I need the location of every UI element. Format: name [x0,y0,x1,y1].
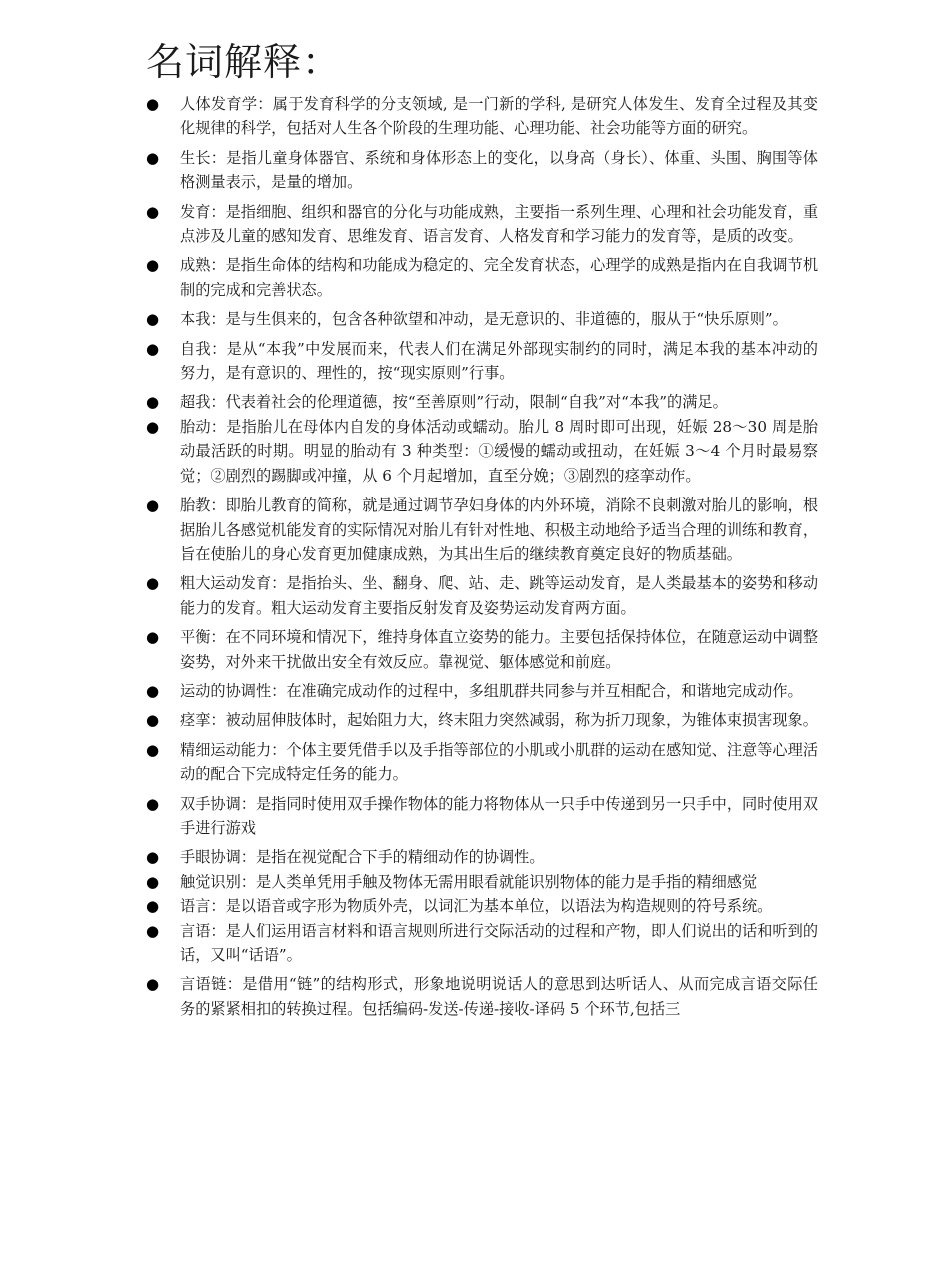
bullet-icon: ● [146,148,160,167]
bullet-icon: ● [146,975,160,994]
bullet-icon: ● [146,202,160,221]
definition-text: 言语链：是借用“链”的结构形式，形象地说明说话人的意思到达听话人、从而完成言语交际任务的紧紧相扣的转换过程。包括编码-发送-传递-接收-译码 5 个环节,包括三 [180,975,818,1018]
bullet-icon: ● [146,872,160,891]
definition-text: 痉挛：被动屈伸肢体时，起始阻力大，终末阻力突然减弱，称为折刀现象，为锥体束损害现象。 [180,711,818,730]
definition-item [146,708,818,732]
definition-text: 运动的协调性：在准确完成动作的过程中，多组肌群共同参与并互相配合，和谐地完成动作。 [180,681,803,700]
definition-text: 自我：是从“本我”中发展而来，代表人们在满足外部现实制约的同时，满足本我的基本冲动的努力，是有意识的、理性的，按“现实原则”行事。 [180,339,818,383]
definition-item [146,845,818,869]
definition-item [146,390,818,414]
bullet-icon: ● [146,310,160,329]
bullet-icon: ● [146,740,160,759]
definition-item [146,92,818,141]
definition-item [146,493,818,566]
definition-item [146,972,818,1021]
definition-text: 语言：是以语音或字形为物质外壳，以词汇为基本单位，以语法为构造规则的符号系统。 [180,897,773,916]
definition-text: 本我：是与生俱来的，包含各种欲望和冲动，是无意识的、非道德的，服从于“快乐原则”。 [180,310,788,329]
definition-text: 双手协调：是指同时使用双手操作物体的能力将物体从一只手中传递到另一只手中，同时使用双手进行游戏 [180,794,818,837]
bullet-icon: ● [146,794,160,813]
definition-item [146,415,818,488]
definition-text: 胎动：是指胎儿在母体内自发的身体活动或蠕动。胎儿 8 周时即可出现，妊娠 28～30 周是胎动最活跃的时期。明显的胎动有 3 种类型：①缓慢的蠕动或扭动，在妊娠 3～4 个月时最易察觉；②剧烈的踢脚或冲撞，从 6 个月起增加，直至分娩；③剧烈的痉挛动作。 [180,417,818,485]
bullet-icon: ● [146,574,160,593]
definition-item [146,253,818,302]
definition-item [146,738,818,787]
bullet-icon: ● [146,496,160,515]
bullet-icon: ● [146,848,160,867]
page-title: 名词解释： [146,40,342,84]
definition-text: 言语：是人们运用语言材料和语言规则所进行交际活动的过程和产物，即人们说出的话和听到的话，又叫“话语”。 [180,921,818,964]
definition-text: 胎教：即胎儿教育的简称，就是通过调节孕妇身体的内外环境，消除不良刺激对胎儿的影响，根据胎儿各感觉机能发育的实际情况对胎儿有针对性地、积极主动地给予适当合理的训练和教育，旨在使胎儿的身心发育更加健康成熟，为其出生后的继续教育奠定良好的物质基础。 [180,496,818,563]
definition-list [146,92,818,1026]
definition-item [146,625,818,674]
definition-item [146,146,818,195]
bullet-icon: ● [146,897,160,916]
bullet-icon: ● [146,95,160,113]
definition-text: 粗大运动发育：是指抬头、坐、翻身、爬、站、走、跳等运动发育，是人类最基本的姿势和移动能力的发育。粗大运动发育主要指反射发育及姿势运动发育两方面。 [180,574,818,617]
definition-text: 手眼协调：是指在视觉配合下手的精细动作的协调性。 [180,848,545,867]
definition-text: 触觉识别：是人类单凭用手触及物体无需用眼看就能识别物体的能力是手指的精细感觉 [180,872,758,891]
definition-item [146,679,818,703]
definition-text: 平衡：在不同环境和情况下，维持身体直立姿势的能力。主要包括保持体位，在随意运动中调整姿势，对外来干扰做出安全有效反应。靠视觉、躯体感觉和前庭。 [180,628,818,671]
bullet-icon: ● [146,417,160,436]
bullet-icon: ● [146,921,160,940]
definition-text: 发育：是指细胞、组织和器官的分化与功能成熟，主要指一系列生理、心理和社会功能发育，重点涉及儿童的感知发育、思维发育、语言发育、人格发育和学习能力的发育等，是质的改变。 [180,202,818,246]
bullet-icon: ● [146,681,160,700]
bullet-icon: ● [146,628,160,647]
definition-text: 人体发育学：属于发育科学的分支领域, 是一门新的学科, 是研究人体发生、发育全过程及其变化规律的科学，包括对人生各个阶段的生理功能、心理功能、社会功能等方面的研究。 [180,95,818,138]
definition-item [146,894,818,918]
bullet-icon: ● [146,339,160,358]
bullet-icon: ● [146,256,160,275]
definition-item [146,307,818,331]
bullet-icon: ● [146,711,160,730]
definition-item [146,337,818,386]
definition-item [146,792,818,841]
definition-item [146,200,818,249]
bullet-icon: ● [146,393,160,412]
definition-item [146,870,818,894]
definition-text: 精细运动能力：个体主要凭借手以及手指等部位的小肌或小肌群的运动在感知觉、注意等心理活动的配合下完成特定任务的能力。 [180,740,818,784]
definition-text: 生长：是指儿童身体器官、系统和身体形态上的变化，以身高（身长）、体重、头围、胸围等体格测量表示，是量的增加。 [180,148,818,192]
definition-item [146,571,818,620]
definition-text: 成熟：是指生命体的结构和功能成为稳定的、完全发育状态，心理学的成熟是指内在自我调节机制的完成和完善状态。 [180,256,818,299]
definition-item [146,919,818,968]
definition-text: 超我：代表着社会的伦理道德，按“至善原则”行动，限制“自我”对“本我”的满足。 [180,393,728,412]
